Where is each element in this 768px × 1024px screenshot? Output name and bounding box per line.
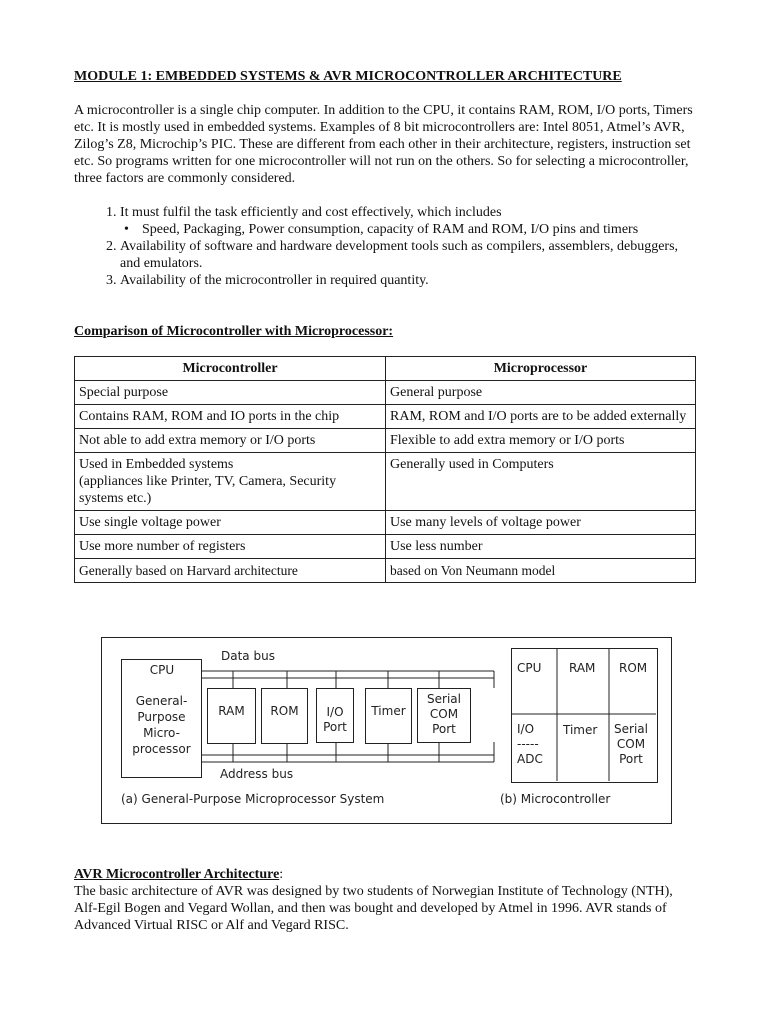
mc-ram-label: RAM bbox=[569, 661, 596, 675]
factor-text: It must fulfil the task efficiently and cost effectively, which includes bbox=[120, 205, 502, 220]
table-row bbox=[75, 559, 696, 583]
table-header-row bbox=[75, 357, 696, 381]
table-cell: Special purpose bbox=[75, 381, 386, 405]
table-cell: Use many levels of voltage power bbox=[386, 511, 696, 535]
factor-item bbox=[120, 204, 698, 238]
avr-section bbox=[74, 866, 698, 934]
table-cell: Flexible to add extra memory or I/O ports bbox=[386, 429, 696, 453]
table-row bbox=[75, 405, 696, 429]
serial-com-block: Serial COM Port bbox=[417, 688, 471, 743]
comparison-table bbox=[74, 356, 696, 583]
mc-io-adc-label: I/O ----- ADC bbox=[517, 722, 543, 766]
factor-item: 2. Availability of software and hardware development tools such as compilers, assemblers, debuggers, and emulators. bbox=[120, 238, 698, 272]
table-row bbox=[75, 535, 696, 559]
table-cell: General purpose bbox=[386, 381, 696, 405]
cpu-description: General- Purpose Micro- processor bbox=[132, 694, 191, 756]
table-cell: Use less number bbox=[386, 535, 696, 559]
table-row bbox=[75, 511, 696, 535]
address-bus-label: Address bus bbox=[220, 767, 294, 781]
page-title: MODULE 1: EMBEDDED SYSTEMS & AVR MICROCONTROLLER ARCHITECTURE bbox=[74, 69, 622, 84]
caption-b: (b) Microcontroller bbox=[500, 792, 611, 806]
avr-heading: AVR Microcontroller Architecture bbox=[74, 867, 280, 882]
document-page bbox=[74, 68, 698, 583]
table-row bbox=[75, 453, 696, 511]
data-bus-label: Data bus bbox=[221, 649, 275, 663]
factor-sub-item: • Speed, Packaging, Power consumption, capacity of RAM and ROM, I/O pins and timers bbox=[142, 221, 698, 238]
table-cell: Not able to add extra memory or I/O ports bbox=[75, 429, 386, 453]
table-cell: based on Von Neumann model bbox=[386, 559, 696, 583]
cpu-label: CPU bbox=[149, 663, 175, 677]
table-cell: Use single voltage power bbox=[75, 511, 386, 535]
table-cell: Generally used in Computers bbox=[386, 453, 696, 511]
table-cell: Contains RAM, ROM and IO ports in the chip bbox=[75, 405, 386, 429]
table-cell: RAM, ROM and I/O ports are to be added externally bbox=[386, 405, 696, 429]
avr-heading-line bbox=[74, 866, 698, 883]
ram-block: RAM bbox=[207, 688, 256, 744]
avr-heading-colon: : bbox=[279, 867, 284, 882]
mc-serial-label: Serial COM Port bbox=[614, 722, 648, 766]
caption-a: (a) General-Purpose Microprocessor System bbox=[121, 792, 385, 806]
table-row bbox=[75, 429, 696, 453]
factor-sub-list bbox=[120, 221, 698, 238]
column-header-microcontroller: Microcontroller bbox=[75, 357, 386, 381]
intro-paragraph: A microcontroller is a single chip computer. In addition to the CPU, it contains RAM, ROM, I/O ports, Timers etc. It is mostly used in embedded systems. Examples of 8 bit microcontrollers are: Intel 8051, Atmel’s AVR, Zilog’s Z8, Microchip’s PIC. These are different from each other in their architecture, registers, instruction set etc. So programs written for one microcontroller will not run on the others. So for selecting a microcontroller, three factors are commonly considered. bbox=[74, 103, 693, 186]
selection-factors-list bbox=[74, 204, 698, 289]
io-port-block: I/O Port bbox=[316, 688, 354, 743]
comparison-title: Comparison of Microcontroller with Microprocessor: bbox=[74, 324, 394, 339]
table-row bbox=[75, 381, 696, 405]
timer-block: Timer bbox=[365, 688, 412, 744]
column-header-microprocessor: Microprocessor bbox=[386, 357, 696, 381]
rom-block: ROM bbox=[261, 688, 308, 744]
table-cell: Used in Embedded systems (appliances like Printer, TV, Camera, Security systems etc.) bbox=[75, 453, 386, 511]
cpu-block bbox=[121, 659, 202, 778]
factor-item: 3. Availability of the microcontroller in required quantity. bbox=[120, 272, 698, 289]
table-cell: Generally based on Harvard architecture bbox=[75, 559, 386, 583]
mc-rom-label: ROM bbox=[619, 661, 648, 675]
avr-paragraph: The basic architecture of AVR was designed by two students of Norwegian Institute of Technology (NTH), Alf-Egil Bogen and Vegard Wollan, and then was bought and developed by Atmel in 1996. AVR stands of Advanced Virtual RISC or Alf and Vegard RISC. bbox=[74, 884, 673, 933]
mc-timer-label: Timer bbox=[563, 723, 598, 737]
table-cell: Use more number of registers bbox=[75, 535, 386, 559]
architecture-figure bbox=[101, 637, 672, 824]
mc-cpu-label: CPU bbox=[517, 661, 542, 675]
